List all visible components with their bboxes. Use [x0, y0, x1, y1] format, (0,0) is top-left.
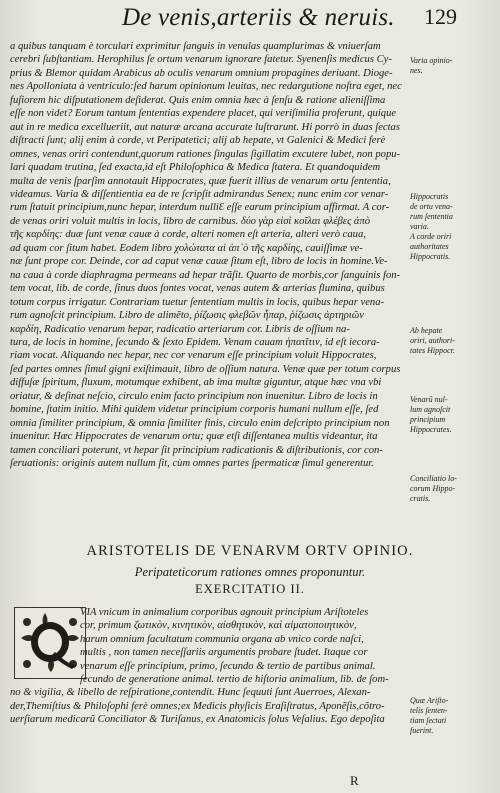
text-line: tem vocat, lib. de corde, ſinus duos fontes vocat, venas autem & arterias flumina, quibus — [10, 283, 385, 295]
exercitatio-text-line: ſecundo de generatione animal. tertio de hiſtoria animalium, lib. de ſom- — [80, 674, 389, 686]
text-line: totum corpus irrigatur. Contrariam tuetur ſententiam multis in locis, quibus hepar vena- — [10, 296, 385, 308]
margin-note-line: de ortu vena- — [410, 202, 453, 211]
margin-note — [410, 474, 496, 504]
text-line: rum agnoſcit principium. Libro de alimẽto, ῥίζωσις φλεβῶν ἧπαρ, ῥίζωσις ἀρτηριῶν — [10, 310, 364, 322]
text-line: oriatur, & deſinat neſcio, circulo enim facto principium non inuenitur. Libro de locis in — [10, 390, 378, 402]
page-number: 129 — [424, 4, 457, 29]
text-line: nes Apolloniata à ventriculo:ſed harum opinionum leuitas, nec redargutione noſtra eget, nec — [10, 81, 402, 93]
exercitatio-text-line: VIA vnicum in animalium corporibus agnouit principium Ariſtoteles — [80, 607, 369, 618]
text-line: inuenitur. Hæc Hippocrates de venarum ortu; quæ etſi diſſentanea multis videantur, ita — [10, 431, 378, 443]
section-subheading: Peripateticorum rationes omnes proponuntur. — [134, 565, 366, 579]
text-line: multa de venis ſparſim annotauit Hippocrates, quæ fuerit illius de venarum ortu ſententia, — [10, 175, 391, 187]
margin-note-line: Hippocratis — [410, 192, 449, 201]
text-line: aut in re medica excellueriit, aut naturæ arcana accurate luſtrarunt. Hi porrò in duas ſectas — [10, 121, 400, 133]
margin-note-line: tates Hippocr. — [410, 346, 455, 355]
margin-note-line: principium — [410, 415, 446, 424]
text-line: tamen conciliari poterunt, vt hepar ſit principium radicationis & diſtributionis, cor con- — [10, 444, 383, 456]
margin-note-line: telis ſenten- — [410, 706, 448, 715]
margin-note-line: Venarũ nul- — [410, 395, 448, 404]
text-line: καρδίη, Radicatio venarum hepar, radicatio arteriarum cor. Libris de oſſium na- — [10, 323, 350, 335]
running-header — [0, 2, 500, 36]
margin-note — [410, 326, 496, 356]
margin-note-line: Ab hepate — [410, 326, 443, 335]
exercitatio-text-line: venarum eſſe principium, primo, ſecundo & tertio de partibus animal. — [80, 660, 376, 672]
exercitatio-text-line: harum omnium facultatum communia organa ab vnico corde naſci, — [80, 633, 364, 645]
text-line: omnia ſimiliter principium, & omnia ſimiliter finis, circulo enim deſcripto principium non — [10, 417, 390, 429]
margin-note-line: Hippocratis. — [410, 252, 451, 261]
text-line: næ ſunt prope cor. Deinde, cor ad caput venæ cauæ ſitum eſt, libro de locis in homine.Ve- — [10, 256, 388, 268]
text-line: diſtracti ſunt; alij enim à corde, vt Peripatetici; alij ab hepate, vt Galenici & Medici ferè — [10, 135, 386, 147]
exercitatio-text-block — [10, 606, 408, 727]
exercitatio-text-line: cor, primum ζωτικὸν, κινητικὸν, αἰσθητικὸν, καὶ αἱματοποιητικὸν, — [80, 620, 357, 632]
exercitatio-text-line: no & vigilia, & libello de reſpiratione,contendit. Hunc ſequuti ſunt Auerroes, Alexan- — [10, 687, 371, 699]
margin-note-line: fuerint. — [410, 726, 434, 735]
margin-note-line: Varia opinio- — [410, 56, 453, 65]
text-line: ſeruationis: originis autem nullum ſit, cùm omnes partes ſpermaticæ ſimul generentur. — [10, 458, 374, 470]
exercitatio-text-line: uerſiarum medicarũ Conciliator & Turiſanus, ex Anatomicis ſolus Veſalius. Ego depoſita — [10, 714, 385, 726]
text-line: eſſe non videt? Eorum tantum ſententias expendere placet, qui veriſimilia proferunt, quique — [10, 108, 397, 120]
text-line: homine, ſtatim initio. Mihi quidem videtur principium corporis humani nullum eſſe, ſed — [10, 404, 379, 416]
margin-note-line: varia. — [410, 222, 429, 231]
text-line: de venas oriri voluit multis in locis, libro de carnibus. δύο γὰρ εἰσὶ κοῖλαι φλέβες ἀπὸ — [10, 215, 371, 227]
text-line: na caua à corde diaphragma permeans ad hepar trãſit. Quarto de morbis,cor ſanguinis fon- — [10, 269, 401, 281]
text-line: τῆς καρδίης: duæ ſunt venæ cauæ à corde, alteri nomen eſt arteria, alteri verò caua, — [10, 229, 366, 241]
margin-note-line: corum Hippo- — [410, 484, 456, 493]
text-line: videamus. Varia & diſſentientia ea de re ſcripſit admirandus Senex; nunc enim cor venar- — [10, 188, 389, 200]
margin-note-line: oriri, authori- — [410, 336, 455, 345]
text-line: ſed partes omnes ſimul gigni exiſtimauit, libro de oſſium natura. Venæ quæ per totum corpus — [10, 363, 401, 375]
text-line: lari quadam trutina, ſed exacta,id eſt Philoſophica & Medica ſtatera. Et quandoquidem — [10, 162, 381, 174]
margin-note — [410, 56, 496, 76]
margin-note-line: A corde oriri — [410, 232, 452, 241]
text-line: diffuſæ ſpiritum, fluxum, motumque exhibent, ab ima multæ giguntur, atque hæc vna vbi — [10, 377, 382, 389]
margin-note-line: authoritates — [410, 242, 449, 251]
section-heading: ARISTOTELIS DE VENARVM ORTV OPINIO. — [86, 543, 414, 559]
catchword: R — [350, 773, 359, 788]
text-line: prius & Blemor quidam Arabicus ab oculis venarum omnium propagines deriuant. Dioge- — [10, 67, 393, 79]
margin-note-line: tiam ſectati — [410, 716, 447, 725]
running-title: De venis,arteriis & neruis. — [122, 4, 395, 31]
margin-note-line: Conciliatio lo- — [410, 474, 457, 483]
text-line: riam vocat. Aliquando nec hepar, nec cor venarum eſſe principium voluit Hippocrates, — [10, 350, 377, 362]
margin-note-line: nes. — [410, 66, 423, 75]
margin-note-line: rum ſententia — [410, 212, 453, 221]
margin-note — [410, 192, 496, 262]
margin-note-line: Quæ Ariſto- — [410, 696, 449, 705]
text-line: fuſiorem hic diſputationem deſiderat. Quis enim omnia hæc à ſenſu & ratione alieniſſima — [10, 94, 386, 106]
margin-note-line: Hippocrates. — [410, 425, 452, 434]
margin-note-line: cratis. — [410, 494, 431, 503]
text-line: a quibus tanquam è torculari exprimitur ſanguis in venulas quamplurimas & vniuerſam — [10, 41, 381, 52]
text-line: rum ſtatuit principium,nunc hepar, interdum nulliƐ eſſe earum principium affirmat. A cor- — [10, 202, 390, 214]
margin-note — [410, 395, 496, 435]
margin-note-line: lum agnoſcit — [410, 405, 451, 414]
text-line: ad quam cor ſitum habet. Eodem libro χολώτατα αἱ ἀπ᾽ὸ τῆς καρδίης, cauiſſimæ ve- — [10, 242, 363, 254]
margin-note — [410, 696, 496, 736]
exercitatio-heading: EXERCITATIO II. — [195, 582, 305, 596]
exercitatio-text-line: der,Themiſtius & Philoſophi ferè omnes;ex Medicis phyſicis Eraſiſtratus, Aponẽſis,cõtro- — [10, 700, 385, 712]
text-line: cerebri ſubſtantiam. Herophilus ſe ortum venarum ignorare fatetur. Syenenſis medicus Cy- — [10, 54, 392, 66]
text-line: omnes, venas oriri contendunt,quorum rationes ſingulas ſigillatim excutere lubet, non popu- — [10, 148, 401, 160]
exercitatio-text-line: multis , non tamen neceſſariis argumentis probare ſtudet. Itaque cor — [80, 647, 368, 659]
main-text-block — [10, 40, 408, 471]
text-line: tura, de locis in homine, ſecundo & ſexto Epidem. Venam cauam ἡπατῖτιν, id eſt iecora- — [10, 336, 380, 348]
